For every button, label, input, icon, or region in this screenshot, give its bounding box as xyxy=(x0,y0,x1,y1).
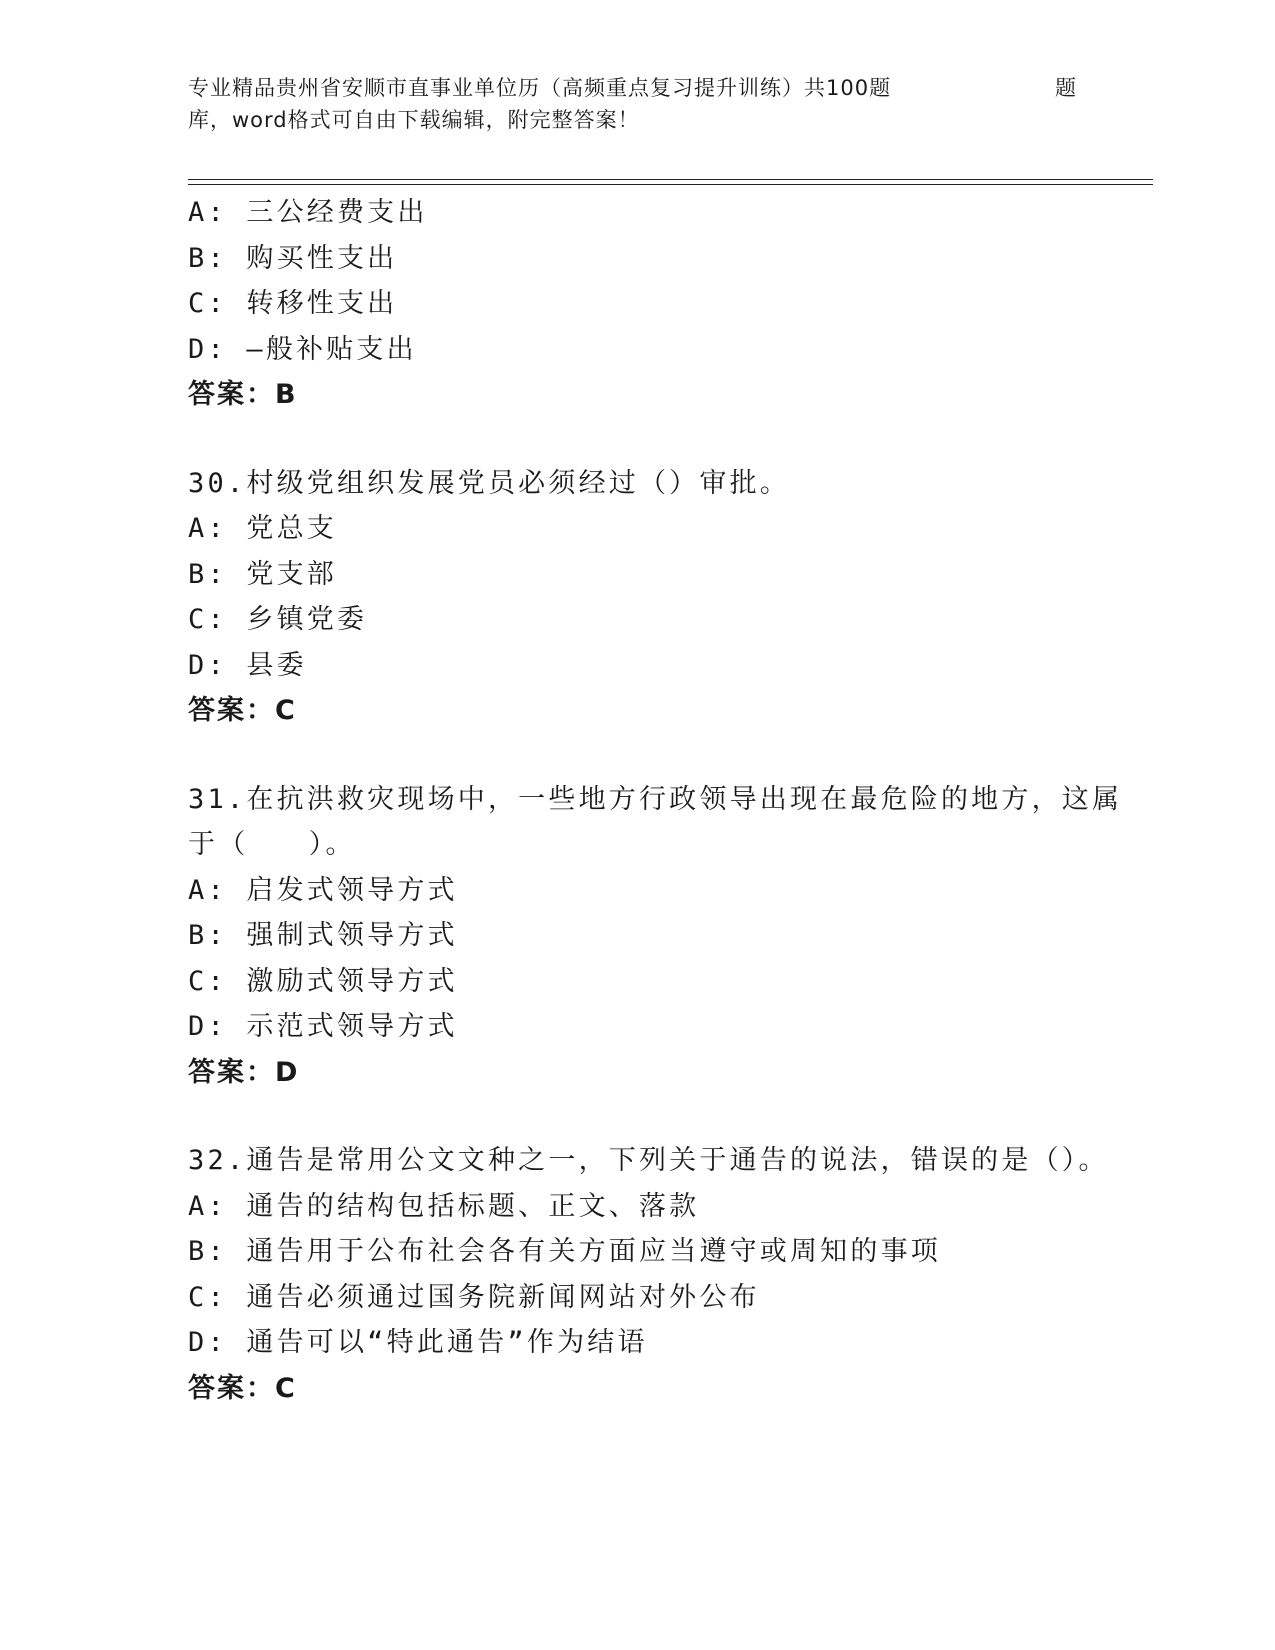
question-stem: 32.通告是常用公文文种之一，下列关于通告的说法，错误的是（）。 xyxy=(188,1145,1109,1176)
header-divider-top xyxy=(188,179,1153,180)
question-list xyxy=(188,190,1148,1411)
header-title-line-1: 专业精品贵州省安顺市直事业单位历（高频重点复习提升训练）共100题 xyxy=(188,76,892,100)
answer-label: 答案：C xyxy=(188,1372,297,1404)
question-stem-continued: 于（ ）。 xyxy=(188,829,356,860)
page-header xyxy=(188,72,1088,136)
option-c: C: 乡镇党委 xyxy=(188,604,368,635)
option-a: A: 通告的结构包括标题、正文、落款 xyxy=(188,1190,700,1222)
spacer xyxy=(188,418,1148,461)
header-title-line-2: 库，word格式可自由下载编辑，附完整答案！ xyxy=(188,108,640,132)
answer-label: 答案：C xyxy=(188,695,297,726)
question-stem: 31.在抗洪救灾现场中，一些地方行政领导出现在最危险的地方，这属 xyxy=(188,783,1123,815)
option-a: A: 党总支 xyxy=(188,513,337,544)
option-c: C: 激励式领导方式 xyxy=(188,965,458,997)
option-b: B: 强制式领导方式 xyxy=(188,920,458,951)
spacer xyxy=(188,734,1148,777)
option-c: C: 转移性支出 xyxy=(188,288,398,319)
option-a: A: 三公经费支出 xyxy=(188,197,428,228)
option-b: B: 购买性支出 xyxy=(188,242,398,274)
question-block-31 xyxy=(188,777,1148,1096)
question-block-32 xyxy=(188,1138,1148,1411)
header-divider-bottom xyxy=(188,184,1153,185)
option-d: D: —般补贴支出 xyxy=(188,333,417,365)
option-b: B: 党支部 xyxy=(188,558,337,590)
question-stem: 30.村级党组织发展党员必须经过（）审批。 xyxy=(188,467,790,499)
spacer xyxy=(188,1095,1148,1138)
option-a: A: 启发式领导方式 xyxy=(188,874,458,906)
answer-label: 答案：B xyxy=(188,379,298,410)
question-block-30 xyxy=(188,461,1148,734)
answer-label: 答案：D xyxy=(188,1056,300,1088)
option-d: D: 示范式领导方式 xyxy=(188,1011,458,1042)
question-block-29 xyxy=(188,190,1148,418)
header-title-tail: 题 xyxy=(1055,76,1077,100)
option-d: D: 县委 xyxy=(188,649,307,681)
option-d: D: 通告可以“特此通告”作为结语 xyxy=(188,1327,648,1358)
option-c: C: 通告必须通过国务院新闻网站对外公布 xyxy=(188,1281,760,1313)
option-b: B: 通告用于公布社会各有关方面应当遵守或周知的事项 xyxy=(188,1236,941,1267)
